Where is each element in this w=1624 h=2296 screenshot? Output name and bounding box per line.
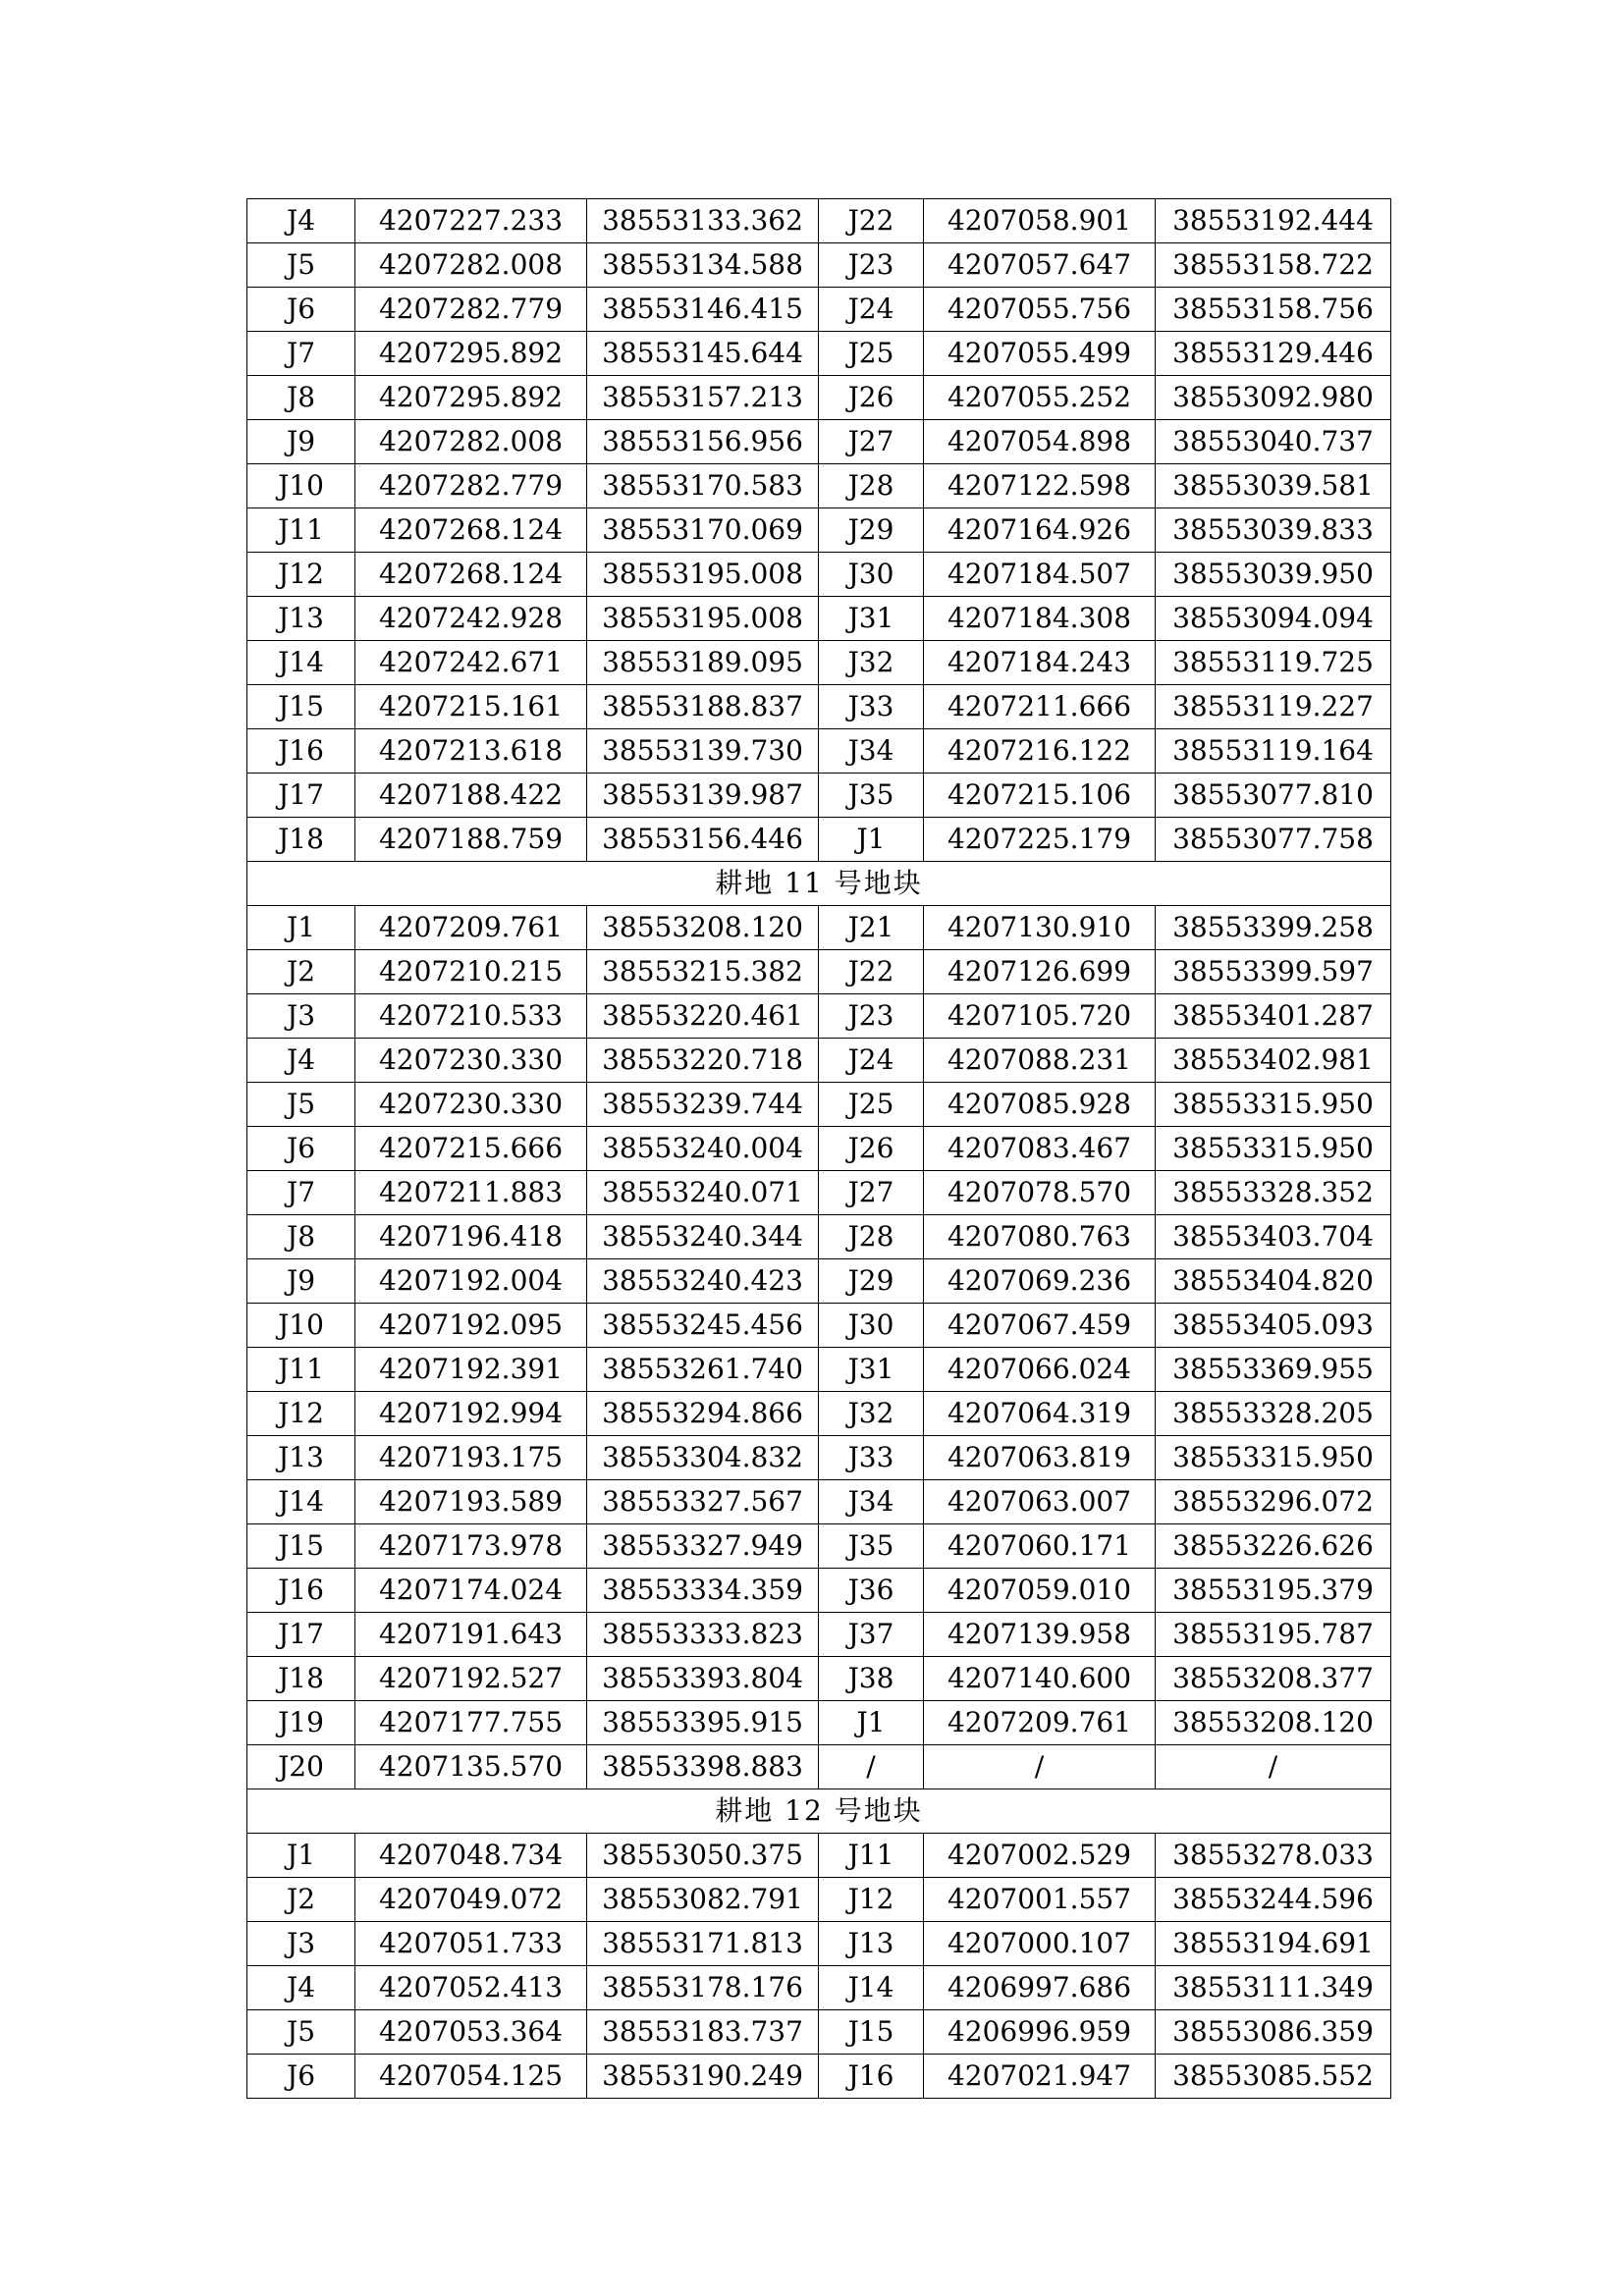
x-coordinate-cell: 4207193.175: [355, 1436, 587, 1480]
point-id-cell: J24: [819, 288, 924, 332]
section-title: 耕地 12 号地块: [247, 1789, 1391, 1834]
x-coordinate-cell: 4207215.161: [355, 685, 587, 729]
table-row: [247, 1171, 1391, 1215]
x-coordinate-cell: 4207000.107: [924, 1922, 1156, 1966]
point-id-cell: J5: [247, 243, 355, 288]
point-id-cell: J24: [819, 1039, 924, 1083]
x-coordinate-cell: 4207191.643: [355, 1613, 587, 1657]
point-id-cell: J28: [819, 464, 924, 508]
table-row: [247, 508, 1391, 553]
y-coordinate-cell: 38553171.813: [587, 1922, 819, 1966]
y-coordinate-cell: 38553399.597: [1156, 950, 1391, 994]
point-id-cell: J4: [247, 1039, 355, 1083]
y-coordinate-cell: 38553244.596: [1156, 1878, 1391, 1922]
point-id-cell: J2: [247, 950, 355, 994]
x-coordinate-cell: 4207051.733: [355, 1922, 587, 1966]
y-coordinate-cell: 38553170.069: [587, 508, 819, 553]
y-coordinate-cell: 38553119.164: [1156, 729, 1391, 774]
y-coordinate-cell: 38553395.915: [587, 1701, 819, 1745]
y-coordinate-cell: 38553094.094: [1156, 597, 1391, 641]
point-id-cell: J8: [247, 1215, 355, 1259]
x-coordinate-cell: 4207055.499: [924, 332, 1156, 376]
x-coordinate-cell: 4207268.124: [355, 553, 587, 597]
table-row: [247, 1304, 1391, 1348]
x-coordinate-cell: 4207192.994: [355, 1392, 587, 1436]
point-id-cell: J17: [247, 774, 355, 818]
x-coordinate-cell: 4207282.779: [355, 464, 587, 508]
point-id-cell: J16: [247, 729, 355, 774]
point-id-cell: J13: [247, 1436, 355, 1480]
y-coordinate-cell: 38553119.725: [1156, 641, 1391, 685]
x-coordinate-cell: 4207242.671: [355, 641, 587, 685]
point-id-cell: J4: [247, 1966, 355, 2010]
table-row: [247, 1966, 1391, 2010]
x-coordinate-cell: 4207184.308: [924, 597, 1156, 641]
point-id-cell: J21: [819, 906, 924, 950]
point-id-cell: J31: [819, 597, 924, 641]
table-row: [247, 464, 1391, 508]
point-id-cell: J4: [247, 199, 355, 243]
x-coordinate-cell: 4207230.330: [355, 1039, 587, 1083]
y-coordinate-cell: 38553145.644: [587, 332, 819, 376]
x-coordinate-cell: 4207055.756: [924, 288, 1156, 332]
table-row: [247, 553, 1391, 597]
table-row: [247, 1348, 1391, 1392]
x-coordinate-cell: 4207210.215: [355, 950, 587, 994]
x-coordinate-cell: 4207002.529: [924, 1834, 1156, 1878]
point-id-cell: J33: [819, 685, 924, 729]
x-coordinate-cell: 4207230.330: [355, 1083, 587, 1127]
table-row: [247, 1878, 1391, 1922]
y-coordinate-cell: 38553092.980: [1156, 376, 1391, 420]
y-coordinate-cell: 38553133.362: [587, 199, 819, 243]
point-id-cell: J17: [247, 1613, 355, 1657]
point-id-cell: J32: [819, 1392, 924, 1436]
point-id-cell: J27: [819, 420, 924, 464]
table-row: [247, 332, 1391, 376]
x-coordinate-cell: 4207060.171: [924, 1524, 1156, 1569]
x-coordinate-cell: 4207001.557: [924, 1878, 1156, 1922]
point-id-cell: J3: [247, 1922, 355, 1966]
x-coordinate-cell: 4207192.095: [355, 1304, 587, 1348]
point-id-cell: J25: [819, 1083, 924, 1127]
y-coordinate-cell: 38553156.956: [587, 420, 819, 464]
y-coordinate-cell: 38553039.950: [1156, 553, 1391, 597]
x-coordinate-cell: 4207069.236: [924, 1259, 1156, 1304]
x-coordinate-cell: 4207192.004: [355, 1259, 587, 1304]
y-coordinate-cell: 38553040.737: [1156, 420, 1391, 464]
y-coordinate-cell: 38553183.737: [587, 2010, 819, 2055]
y-coordinate-cell: 38553334.359: [587, 1569, 819, 1613]
x-coordinate-cell: 4207216.122: [924, 729, 1156, 774]
y-coordinate-cell: 38553405.093: [1156, 1304, 1391, 1348]
point-id-cell: J9: [247, 1259, 355, 1304]
point-id-cell: J22: [819, 199, 924, 243]
x-coordinate-cell: 4207130.910: [924, 906, 1156, 950]
x-coordinate-cell: 4207295.892: [355, 332, 587, 376]
point-id-cell: J15: [247, 1524, 355, 1569]
point-id-cell: J8: [247, 376, 355, 420]
table-row: [247, 1259, 1391, 1304]
x-coordinate-cell: 4207063.007: [924, 1480, 1156, 1524]
y-coordinate-cell: 38553158.722: [1156, 243, 1391, 288]
x-coordinate-cell: 4207227.233: [355, 199, 587, 243]
point-id-cell: J36: [819, 1569, 924, 1613]
x-coordinate-cell: 4207078.570: [924, 1171, 1156, 1215]
point-id-cell: J15: [819, 2010, 924, 2055]
x-coordinate-cell: 4207193.589: [355, 1480, 587, 1524]
x-coordinate-cell: 4207184.507: [924, 553, 1156, 597]
coordinate-table-body: [247, 199, 1391, 2099]
y-coordinate-cell: 38553192.444: [1156, 199, 1391, 243]
y-coordinate-cell: 38553220.718: [587, 1039, 819, 1083]
table-row: [247, 641, 1391, 685]
y-coordinate-cell: 38553333.823: [587, 1613, 819, 1657]
table-row: [247, 1745, 1391, 1789]
point-id-cell: J10: [247, 1304, 355, 1348]
y-coordinate-cell: 38553208.120: [587, 906, 819, 950]
x-coordinate-cell: 4207067.459: [924, 1304, 1156, 1348]
x-coordinate-cell: 4207126.699: [924, 950, 1156, 994]
y-coordinate-cell: 38553294.866: [587, 1392, 819, 1436]
y-coordinate-cell: 38553226.626: [1156, 1524, 1391, 1569]
point-id-cell: J29: [819, 508, 924, 553]
y-coordinate-cell: 38553111.349: [1156, 1966, 1391, 2010]
x-coordinate-cell: 4207135.570: [355, 1745, 587, 1789]
x-coordinate-cell: 4207063.819: [924, 1436, 1156, 1480]
y-coordinate-cell: /: [1156, 1745, 1391, 1789]
y-coordinate-cell: 38553215.382: [587, 950, 819, 994]
y-coordinate-cell: 38553050.375: [587, 1834, 819, 1878]
x-coordinate-cell: 4207242.928: [355, 597, 587, 641]
y-coordinate-cell: 38553134.588: [587, 243, 819, 288]
y-coordinate-cell: 38553393.804: [587, 1657, 819, 1701]
x-coordinate-cell: 4207088.231: [924, 1039, 1156, 1083]
point-id-cell: J19: [247, 1701, 355, 1745]
point-id-cell: J13: [247, 597, 355, 641]
x-coordinate-cell: 4207174.024: [355, 1569, 587, 1613]
y-coordinate-cell: 38553156.446: [587, 818, 819, 862]
y-coordinate-cell: 38553369.955: [1156, 1348, 1391, 1392]
table-row: [247, 199, 1391, 243]
x-coordinate-cell: 4207059.010: [924, 1569, 1156, 1613]
point-id-cell: J6: [247, 1127, 355, 1171]
table-row: [247, 1613, 1391, 1657]
x-coordinate-cell: 4207210.533: [355, 994, 587, 1039]
point-id-cell: J12: [819, 1878, 924, 1922]
point-id-cell: J16: [247, 1569, 355, 1613]
table-row: [247, 1569, 1391, 1613]
table-row: [247, 906, 1391, 950]
y-coordinate-cell: 38553296.072: [1156, 1480, 1391, 1524]
point-id-cell: J2: [247, 1878, 355, 1922]
y-coordinate-cell: 38553139.987: [587, 774, 819, 818]
point-id-cell: J20: [247, 1745, 355, 1789]
table-row: [247, 818, 1391, 862]
x-coordinate-cell: 4207188.422: [355, 774, 587, 818]
point-id-cell: J34: [819, 729, 924, 774]
point-id-cell: J10: [247, 464, 355, 508]
point-id-cell: J11: [247, 1348, 355, 1392]
table-row: [247, 1436, 1391, 1480]
x-coordinate-cell: 4207282.008: [355, 420, 587, 464]
y-coordinate-cell: 38553195.008: [587, 597, 819, 641]
y-coordinate-cell: 38553158.756: [1156, 288, 1391, 332]
point-id-cell: J1: [247, 1834, 355, 1878]
x-coordinate-cell: 4207211.883: [355, 1171, 587, 1215]
y-coordinate-cell: 38553304.832: [587, 1436, 819, 1480]
y-coordinate-cell: 38553188.837: [587, 685, 819, 729]
x-coordinate-cell: 4207122.598: [924, 464, 1156, 508]
x-coordinate-cell: 4207048.734: [355, 1834, 587, 1878]
y-coordinate-cell: 38553327.567: [587, 1480, 819, 1524]
table-row: [247, 994, 1391, 1039]
point-id-cell: J30: [819, 1304, 924, 1348]
table-row: [247, 1392, 1391, 1436]
point-id-cell: J14: [247, 1480, 355, 1524]
y-coordinate-cell: 38553398.883: [587, 1745, 819, 1789]
y-coordinate-cell: 38553327.949: [587, 1524, 819, 1569]
y-coordinate-cell: 38553404.820: [1156, 1259, 1391, 1304]
point-id-cell: J26: [819, 1127, 924, 1171]
point-id-cell: J38: [819, 1657, 924, 1701]
table-row: [247, 685, 1391, 729]
table-row: [247, 1922, 1391, 1966]
y-coordinate-cell: 38553208.377: [1156, 1657, 1391, 1701]
point-id-cell: J23: [819, 994, 924, 1039]
y-coordinate-cell: 38553401.287: [1156, 994, 1391, 1039]
point-id-cell: J1: [819, 818, 924, 862]
point-id-cell: J6: [247, 2055, 355, 2099]
point-id-cell: J23: [819, 243, 924, 288]
point-id-cell: J14: [247, 641, 355, 685]
y-coordinate-cell: 38553178.176: [587, 1966, 819, 2010]
point-id-cell: J1: [819, 1701, 924, 1745]
point-id-cell: J3: [247, 994, 355, 1039]
x-coordinate-cell: 4207282.779: [355, 288, 587, 332]
x-coordinate-cell: 4207053.364: [355, 2010, 587, 2055]
table-row: [247, 1701, 1391, 1745]
point-id-cell: J30: [819, 553, 924, 597]
table-row: [247, 376, 1391, 420]
point-id-cell: J9: [247, 420, 355, 464]
y-coordinate-cell: 38553189.095: [587, 641, 819, 685]
point-id-cell: J12: [247, 553, 355, 597]
table-row: [247, 1215, 1391, 1259]
y-coordinate-cell: 38553086.359: [1156, 2010, 1391, 2055]
point-id-cell: J26: [819, 376, 924, 420]
x-coordinate-cell: 4207054.125: [355, 2055, 587, 2099]
y-coordinate-cell: 38553240.071: [587, 1171, 819, 1215]
y-coordinate-cell: 38553119.227: [1156, 685, 1391, 729]
point-id-cell: J16: [819, 2055, 924, 2099]
table-row: [247, 420, 1391, 464]
y-coordinate-cell: 38553195.787: [1156, 1613, 1391, 1657]
x-coordinate-cell: 4207282.008: [355, 243, 587, 288]
x-coordinate-cell: 4206997.686: [924, 1966, 1156, 2010]
x-coordinate-cell: 4207021.947: [924, 2055, 1156, 2099]
section-title: 耕地 11 号地块: [247, 862, 1391, 906]
x-coordinate-cell: 4207188.759: [355, 818, 587, 862]
point-id-cell: J18: [247, 1657, 355, 1701]
y-coordinate-cell: 38553195.008: [587, 553, 819, 597]
point-id-cell: J14: [819, 1966, 924, 2010]
y-coordinate-cell: 38553220.461: [587, 994, 819, 1039]
point-id-cell: /: [819, 1745, 924, 1789]
point-id-cell: J35: [819, 1524, 924, 1569]
y-coordinate-cell: 38553039.833: [1156, 508, 1391, 553]
x-coordinate-cell: 4207211.666: [924, 685, 1156, 729]
y-coordinate-cell: 38553208.120: [1156, 1701, 1391, 1745]
x-coordinate-cell: 4207139.958: [924, 1613, 1156, 1657]
table-row: [247, 1127, 1391, 1171]
point-id-cell: J11: [247, 508, 355, 553]
x-coordinate-cell: 4207177.755: [355, 1701, 587, 1745]
x-coordinate-cell: 4207268.124: [355, 508, 587, 553]
x-coordinate-cell: 4207184.243: [924, 641, 1156, 685]
y-coordinate-cell: 38553190.249: [587, 2055, 819, 2099]
y-coordinate-cell: 38553261.740: [587, 1348, 819, 1392]
x-coordinate-cell: 4207083.467: [924, 1127, 1156, 1171]
point-id-cell: J33: [819, 1436, 924, 1480]
table-row: [247, 1834, 1391, 1878]
x-coordinate-cell: 4207055.252: [924, 376, 1156, 420]
point-id-cell: J7: [247, 332, 355, 376]
x-coordinate-cell: 4207192.527: [355, 1657, 587, 1701]
point-id-cell: J6: [247, 288, 355, 332]
x-coordinate-cell: 4207066.024: [924, 1348, 1156, 1392]
point-id-cell: J22: [819, 950, 924, 994]
x-coordinate-cell: 4207225.179: [924, 818, 1156, 862]
point-id-cell: J12: [247, 1392, 355, 1436]
y-coordinate-cell: 38553315.950: [1156, 1083, 1391, 1127]
y-coordinate-cell: 38553195.379: [1156, 1569, 1391, 1613]
y-coordinate-cell: 38553139.730: [587, 729, 819, 774]
point-id-cell: J7: [247, 1171, 355, 1215]
x-coordinate-cell: 4207085.928: [924, 1083, 1156, 1127]
y-coordinate-cell: 38553399.258: [1156, 906, 1391, 950]
table-row: [247, 243, 1391, 288]
x-coordinate-cell: 4207192.391: [355, 1348, 587, 1392]
x-coordinate-cell: 4207140.600: [924, 1657, 1156, 1701]
x-coordinate-cell: 4207215.666: [355, 1127, 587, 1171]
y-coordinate-cell: 38553239.744: [587, 1083, 819, 1127]
point-id-cell: J15: [247, 685, 355, 729]
table-row: [247, 774, 1391, 818]
point-id-cell: J11: [819, 1834, 924, 1878]
table-row: [247, 1083, 1391, 1127]
y-coordinate-cell: 38553129.446: [1156, 332, 1391, 376]
y-coordinate-cell: 38553039.581: [1156, 464, 1391, 508]
point-id-cell: J27: [819, 1171, 924, 1215]
x-coordinate-cell: 4207209.761: [924, 1701, 1156, 1745]
x-coordinate-cell: 4207295.892: [355, 376, 587, 420]
x-coordinate-cell: 4207196.418: [355, 1215, 587, 1259]
y-coordinate-cell: 38553315.950: [1156, 1436, 1391, 1480]
y-coordinate-cell: 38553245.456: [587, 1304, 819, 1348]
x-coordinate-cell: 4207052.413: [355, 1966, 587, 2010]
x-coordinate-cell: 4207173.978: [355, 1524, 587, 1569]
y-coordinate-cell: 38553082.791: [587, 1878, 819, 1922]
point-id-cell: J5: [247, 1083, 355, 1127]
table-row: [247, 288, 1391, 332]
table-row: [247, 1480, 1391, 1524]
point-id-cell: J5: [247, 2010, 355, 2055]
table-row: [247, 2010, 1391, 2055]
coordinate-table: [246, 198, 1391, 2099]
y-coordinate-cell: 38553240.423: [587, 1259, 819, 1304]
x-coordinate-cell: 4207209.761: [355, 906, 587, 950]
table-row: [247, 597, 1391, 641]
y-coordinate-cell: 38553403.704: [1156, 1215, 1391, 1259]
x-coordinate-cell: 4207164.926: [924, 508, 1156, 553]
y-coordinate-cell: 38553328.205: [1156, 1392, 1391, 1436]
table-row: [247, 2055, 1391, 2099]
point-id-cell: J37: [819, 1613, 924, 1657]
point-id-cell: J34: [819, 1480, 924, 1524]
section-title-row: [247, 862, 1391, 906]
x-coordinate-cell: 4207058.901: [924, 199, 1156, 243]
table-row: [247, 950, 1391, 994]
y-coordinate-cell: 38553077.810: [1156, 774, 1391, 818]
point-id-cell: J31: [819, 1348, 924, 1392]
y-coordinate-cell: 38553328.352: [1156, 1171, 1391, 1215]
x-coordinate-cell: 4207215.106: [924, 774, 1156, 818]
point-id-cell: J28: [819, 1215, 924, 1259]
point-id-cell: J35: [819, 774, 924, 818]
y-coordinate-cell: 38553170.583: [587, 464, 819, 508]
x-coordinate-cell: 4207057.647: [924, 243, 1156, 288]
point-id-cell: J13: [819, 1922, 924, 1966]
point-id-cell: J29: [819, 1259, 924, 1304]
y-coordinate-cell: 38553240.004: [587, 1127, 819, 1171]
table-row: [247, 1657, 1391, 1701]
y-coordinate-cell: 38553402.981: [1156, 1039, 1391, 1083]
point-id-cell: J1: [247, 906, 355, 950]
y-coordinate-cell: 38553240.344: [587, 1215, 819, 1259]
point-id-cell: J25: [819, 332, 924, 376]
table-row: [247, 1039, 1391, 1083]
x-coordinate-cell: /: [924, 1745, 1156, 1789]
point-id-cell: J32: [819, 641, 924, 685]
x-coordinate-cell: 4207054.898: [924, 420, 1156, 464]
y-coordinate-cell: 38553194.691: [1156, 1922, 1391, 1966]
x-coordinate-cell: 4207080.763: [924, 1215, 1156, 1259]
table-row: [247, 1524, 1391, 1569]
x-coordinate-cell: 4207064.319: [924, 1392, 1156, 1436]
x-coordinate-cell: 4206996.959: [924, 2010, 1156, 2055]
y-coordinate-cell: 38553315.950: [1156, 1127, 1391, 1171]
y-coordinate-cell: 38553278.033: [1156, 1834, 1391, 1878]
point-id-cell: J18: [247, 818, 355, 862]
y-coordinate-cell: 38553146.415: [587, 288, 819, 332]
x-coordinate-cell: 4207105.720: [924, 994, 1156, 1039]
section-title-row: [247, 1789, 1391, 1834]
x-coordinate-cell: 4207213.618: [355, 729, 587, 774]
x-coordinate-cell: 4207049.072: [355, 1878, 587, 1922]
y-coordinate-cell: 38553157.213: [587, 376, 819, 420]
table-row: [247, 729, 1391, 774]
y-coordinate-cell: 38553085.552: [1156, 2055, 1391, 2099]
y-coordinate-cell: 38553077.758: [1156, 818, 1391, 862]
